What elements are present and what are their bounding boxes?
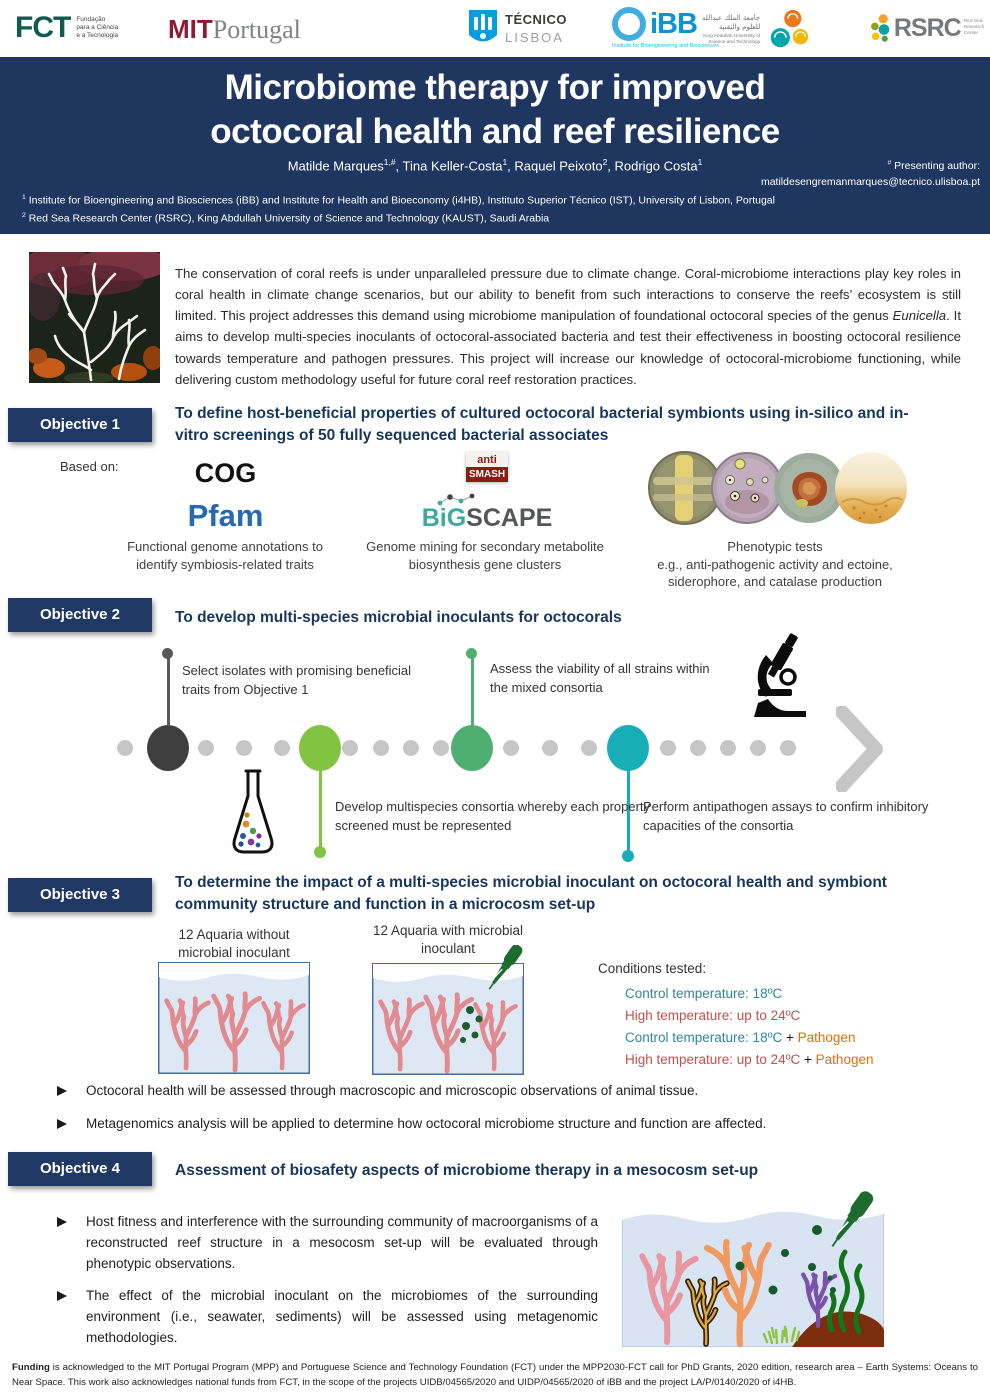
objective-4-heading: Assessment of biosafety aspects of microbiome therapy in a mesocosm set-up [175, 1162, 759, 1179]
tecnico-text: TÉCNICO LISBOA [505, 12, 567, 45]
pfam-logo: Pfam [187, 498, 264, 533]
based-on-label: Based on: [60, 459, 119, 474]
timeline-dot [750, 740, 766, 756]
tecnico-logo [468, 9, 567, 49]
timeline-dot [403, 740, 419, 756]
aquaria-without-label: 12 Aquaria without microbial inoculant [178, 927, 290, 960]
flask-icon [226, 768, 280, 858]
aquarium-without-inoculant [158, 962, 310, 1074]
timeline-dot [660, 740, 676, 756]
connector-line [167, 658, 170, 726]
step-antipathogen-assays: Perform antipathogen assays to confirm inhibitory capacities of the consortia [643, 799, 929, 833]
funding-acknowledgment: Funding is acknowledged to the MIT Portugal Program (MPP) and Portuguese Science and Technology Foundation (FCT) under the MPP2030-FCT call for PhD Grants, 2020 edition, research area – Earth Systems: Oceans to Near Space. This work also acknowledges national funds from FCT, in the scope of the projects UIDB/04565/2020 and UIDP/04565/2020 of iBB and the project LA/P/0140/2020 of i4HB. [12, 1362, 978, 1389]
connector-line [319, 770, 322, 848]
objective-3-bullet-1: Octocoral health will be assessed through macroscopic and microscopic observations of animal tissue. [86, 1083, 699, 1098]
objective-4-label: Objective 4 [8, 1152, 152, 1186]
objective-2-label: Objective 2 [8, 598, 152, 632]
condition-control-temp-pathogen: Control temperature: 18ºC + Pathogen [625, 1030, 856, 1045]
fct-tagline: Fundação para a Ciência e a Tecnologia [76, 15, 119, 40]
milestone-dot-develop [299, 725, 341, 771]
timeline-dot [117, 740, 133, 756]
chevron-right-icon [836, 706, 888, 792]
ibb-ring-icon [612, 7, 646, 41]
timeline-dot [690, 740, 706, 756]
timeline-dot [581, 740, 597, 756]
step-assess-viability: Assess the viability of all strains within the mixed consortia [490, 661, 710, 695]
condition-high-temp: High temperature: up to 24ºC [625, 1008, 801, 1023]
fct-logo [15, 11, 118, 45]
connector-dot [622, 850, 634, 862]
milestone-dot-select [147, 725, 189, 771]
aquarium-with-inoculant [372, 945, 524, 1075]
mesocosm-illustration [622, 1190, 884, 1347]
page-title: Microbiome therapy for improved octocoral health and reef resilience [210, 68, 780, 152]
title-banner [0, 57, 990, 234]
timeline-dot [542, 740, 558, 756]
rsrc-dots-icon [868, 8, 891, 48]
connector-dot [314, 846, 326, 858]
conditions-title: Conditions tested: [598, 961, 707, 976]
objective-3-heading: To determine the impact of a multi-species microbial inoculant on octocoral health and symbiont community structure and function in a microcosm set-up [175, 874, 887, 913]
step-select-isolates: Select isolates with promising beneficial traits from Objective 1 [182, 663, 412, 697]
objective-1-label: Objective 1 [8, 408, 152, 442]
caption-genome-annotation: Functional genome annotations to identify symbiosis-related traits [127, 539, 323, 572]
kaust-beacon-icon [766, 8, 810, 52]
connector-dot [162, 648, 173, 659]
presenting-author: # Presenting author: matildesengremanmarques@tecnico.ulisboa.pt [760, 159, 980, 189]
affiliations: $^1$ Institute for Bioengineering and Biosciences (iBB) and Institute for Health and Bioeconomy (i4HB), Instituto Superior Técnico (IST), University of Lisbon, Portugal $^2$ Red Sea Research Center (RSRC), King Abdullah University of Science and Technology (KAUST), Saudi Arabia [22, 194, 775, 225]
rsrc-logo: RSRC Red Sea Research Center [868, 8, 990, 48]
caption-phenotypic-tests: Phenotypic tests e.g., anti-pathogenic activity and ectoine, siderophore, and catalase production [657, 539, 893, 590]
kaust-logo [702, 8, 810, 52]
milestone-dot-antipathogen [607, 725, 649, 771]
genus-name: Eunicella [892, 308, 947, 324]
timeline-dot [503, 740, 519, 756]
timeline-dot [274, 740, 290, 756]
connector-line [471, 658, 474, 726]
presenting-email: matildesengremanmarques@tecnico.ulisboa.pt [760, 176, 980, 189]
rsrc-tagline: Red Sea Research Center [963, 19, 985, 36]
petri-dish-swarming-icon [834, 450, 908, 526]
objective-4-bullet-2: The effect of the microbial inoculant on the microbiomes of the surrounding environment (i.e., seawater, sediments) will be assessed using metagenomic methodologies. [86, 1288, 598, 1345]
authors-line: Matilde Marques$^{1,\#}$, Tina Keller-Costa$^1$, Raquel Peixoto$^2$, Rodrigo Costa$^1$ [287, 157, 703, 174]
fct-abbr: FCT [15, 11, 71, 44]
condition-high-temp-pathogen: High temperature: up to 24ºC + Pathogen [625, 1052, 874, 1067]
arrow-bullet-icon [57, 1291, 67, 1301]
timeline-dot [236, 740, 252, 756]
objective-3-label: Objective 3 [8, 878, 152, 912]
intro-paragraph: The conservation of coral reefs is under unparalleled pressure due to climate change. Coral-microbiome interactions play key roles in coral health in climate change scenarios, but our ability to benefit from such interactions to conserve the reefs’ ecosystem is still limited. This project addresses this demand using microbiome manipulation of foundational octocoral species of the genus Eunicella. It aims to develop multi-species inoculants of octocoral-associated bacteria and test their effectiveness in boosting octocoral resilience towards temperature and pathogen pressures. This project will increase our knowledge of octocoral-microbiome functioning, while delivering custom methodology useful for future coral reef restoration practices. [175, 266, 961, 387]
timeline-dot [342, 740, 358, 756]
ibb-logo: iBB Institute for Bioengineering and Biosciences [612, 7, 720, 49]
tecnico-shield-icon [468, 9, 498, 49]
step-develop-consortia: Develop multispecies consortia whereby each property screened must be represented [335, 799, 651, 833]
arrow-bullet-icon [57, 1086, 67, 1096]
objective-4-bullet-1: Host fitness and interference with the surrounding community of macroorganisms of a reconstructed reef structure in a mesocosm set-up will be evaluated through phenotypic observations. [86, 1214, 598, 1271]
cog-logo: COG [194, 458, 257, 488]
timeline-dot [373, 740, 389, 756]
objective-1-heading: To define host-beneficial properties of cultured octocoral bacterial symbionts using in-silico and in-vitro screenings of 50 fully sequenced bacterial associates [175, 405, 909, 444]
antismash-logo: anti SMASH [466, 452, 508, 482]
bigscape-logo: BiGSCAPE [407, 493, 567, 533]
objective-3-bullet-2: Metagenomics analysis will be applied to determine how octocoral microbiome structure and function are affected. [86, 1116, 767, 1131]
timeline-dot [198, 740, 214, 756]
ibb-tagline: Institute for Bioengineering and Biosciences [612, 43, 720, 49]
arrow-bullet-icon [57, 1217, 67, 1227]
arrow-bullet-icon [57, 1119, 67, 1129]
connector-dot [466, 648, 477, 659]
microscope-icon [748, 633, 812, 725]
timeline-dot [780, 740, 796, 756]
condition-control-temp: Control temperature: 18ºC [625, 986, 783, 1001]
mit-portugal-logo: MITPortugal [168, 14, 301, 44]
logo-bar [0, 0, 990, 57]
timeline-dot [720, 740, 736, 756]
coral-photo [29, 252, 160, 383]
kaust-text: جامعة الملك عبدالله للعلوم والتقنية King Abdullah University of Science and Technology [702, 13, 761, 46]
objective-2-heading: To develop multi-species microbial inoculants for octocorals [175, 609, 622, 626]
caption-genome-mining: Genome mining for secondary metabolite biosynthesis gene clusters [366, 539, 604, 572]
aquaria-with-label: 12 Aquaria with microbial inoculant [372, 923, 524, 956]
milestone-dot-assess [451, 725, 493, 771]
timeline-dot [433, 740, 449, 756]
